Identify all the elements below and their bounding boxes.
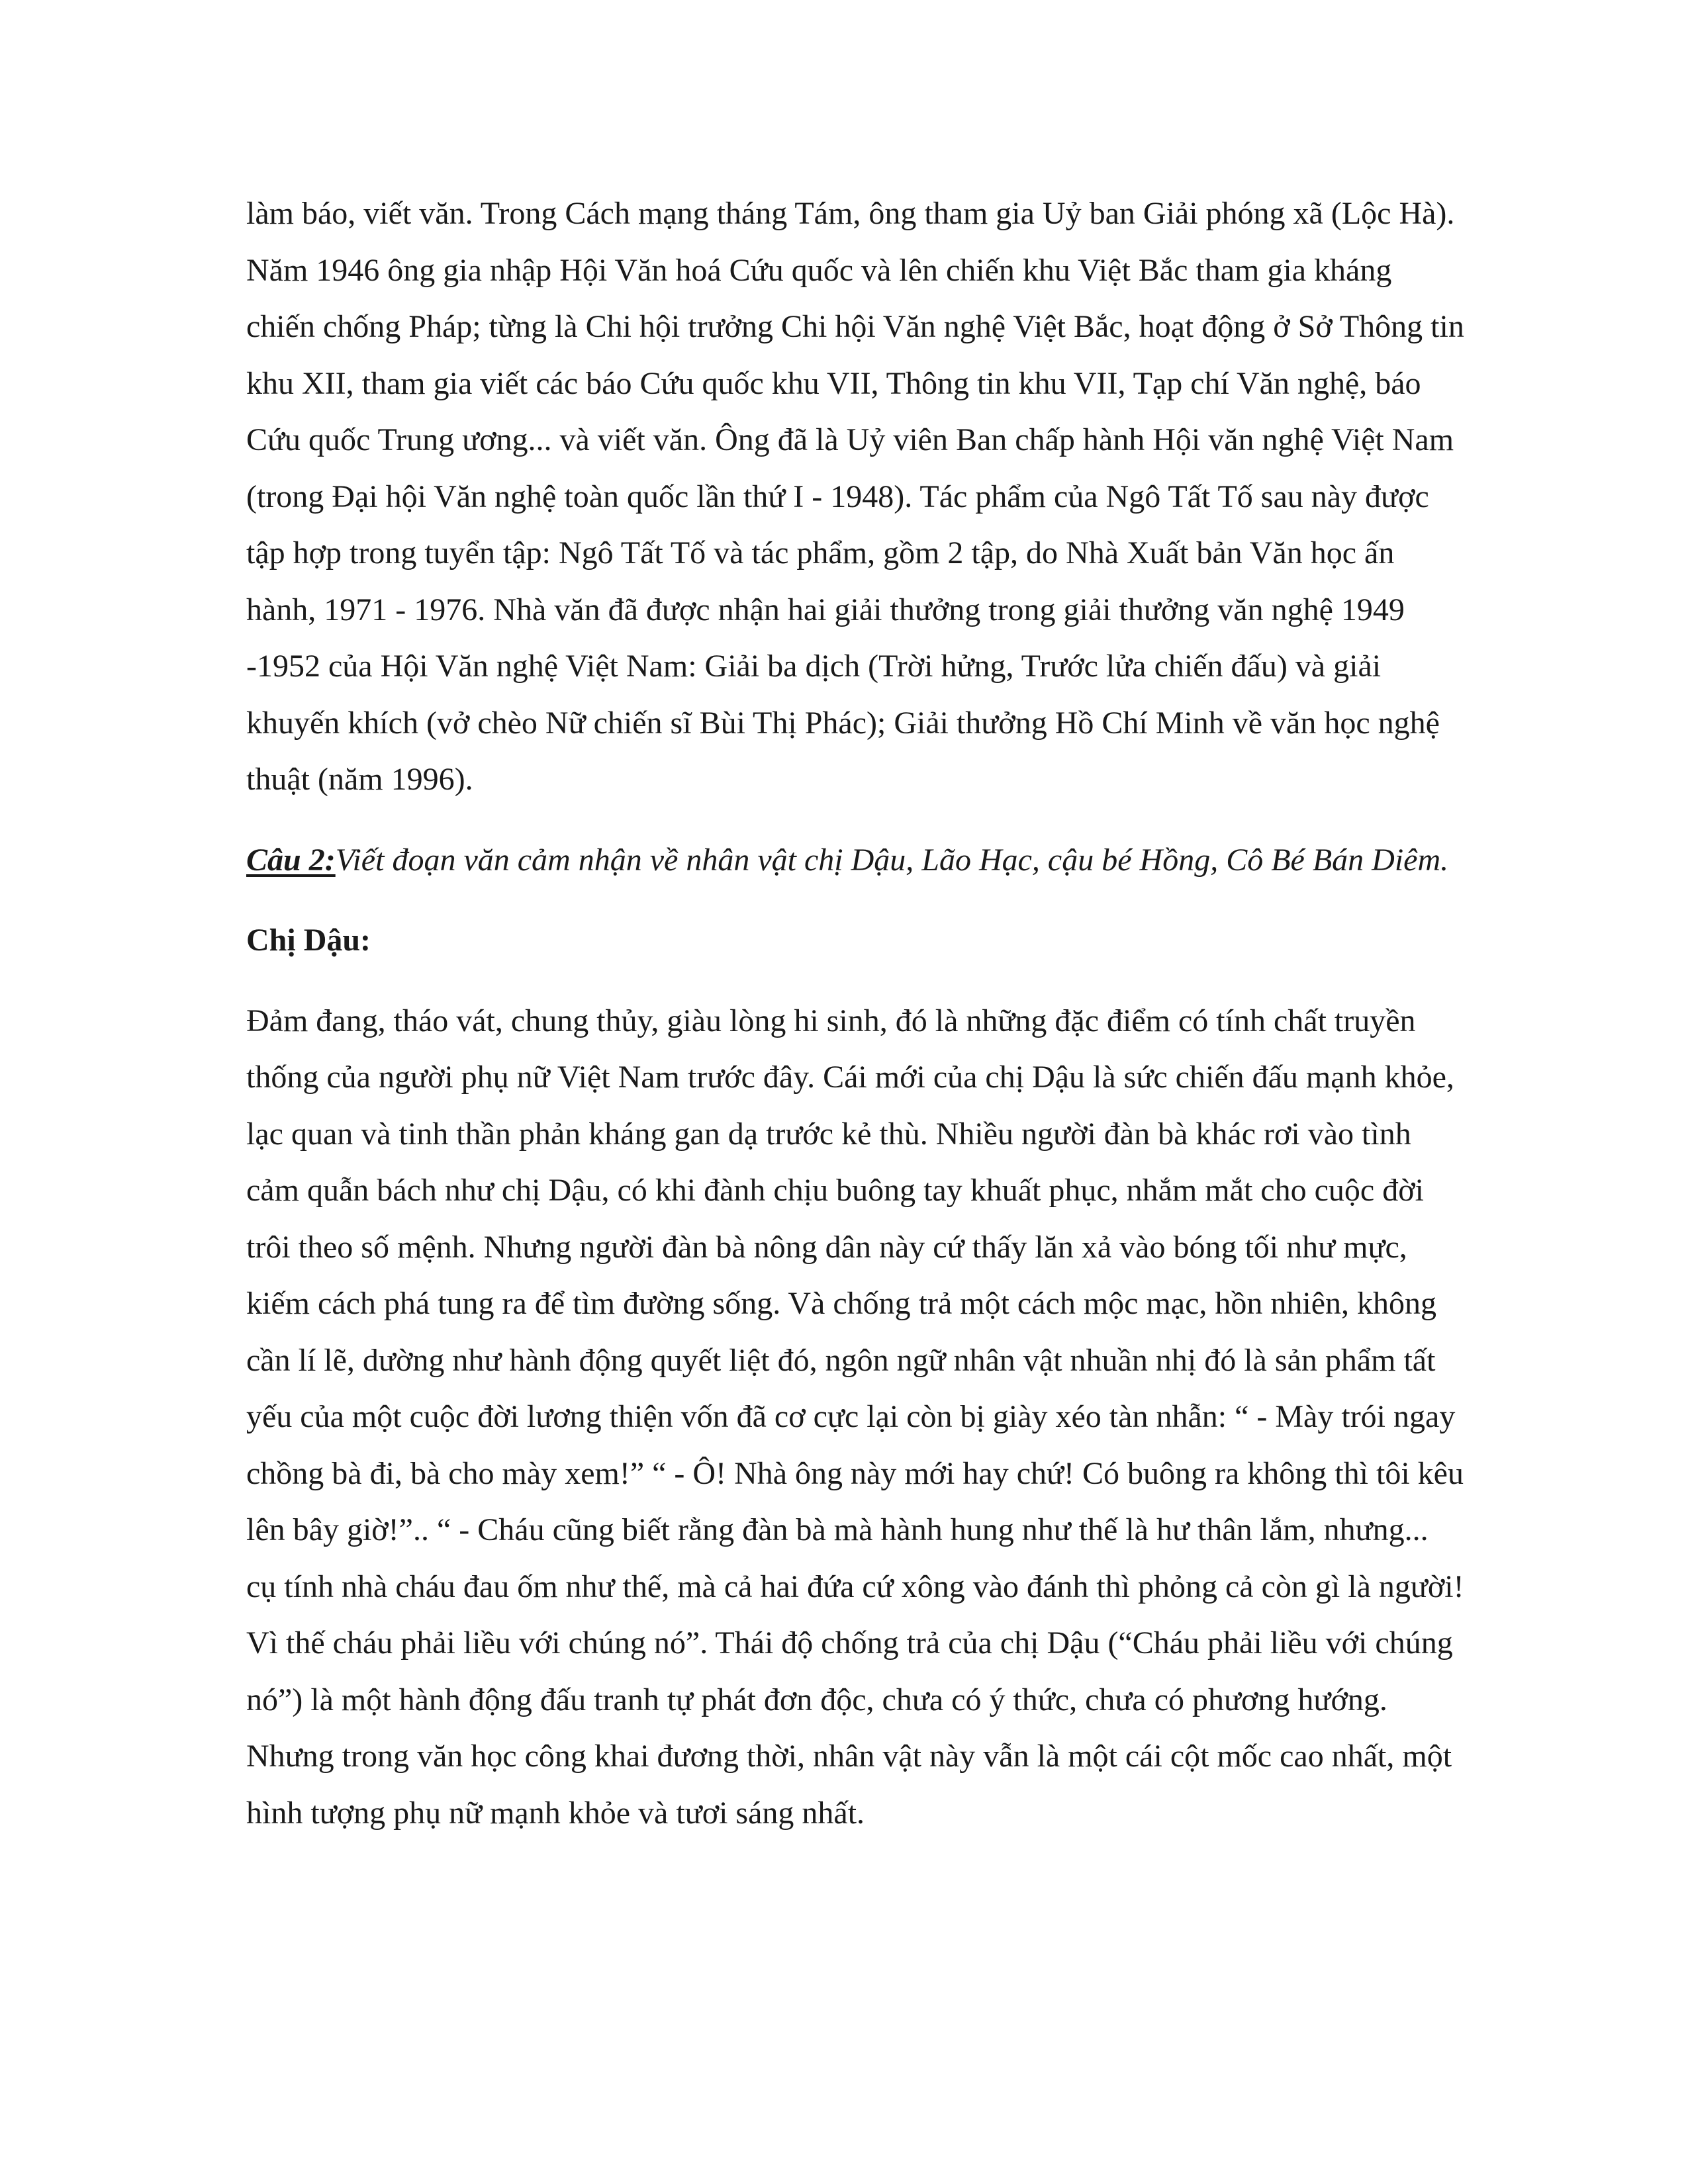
- body-paragraph: Đảm đang, tháo vát, chung thủy, giàu lòng hi sinh, đó là những đặc điểm có tính chất truyền thống của người phụ nữ Việt Nam trước đây. Cái mới của chị Dậu là sức chiến đấu mạnh khỏe, lạc quan và tinh thần phản kháng gan dạ trước kẻ thù. Nhiều người đàn bà khác rơi vào tình cảm quẫn bách như chị Dậu, có khi đành chịu buông tay khuất phục, nhắm mắt cho cuộc đời trôi theo số mệnh. Nhưng người đàn bà nông dân này cứ thấy lăn xả vào bóng tối như mực, kiếm cách phá tung ra để tìm đường sống. Và chống trả một cách mộc mạc, hồn nhiên, không cần lí lẽ, dường như hành động quyết liệt đó, ngôn ngữ nhân vật nhuần nhị đó là sản phẩm tất yếu của một cuộc đời lương thiện vốn đã cơ cực lại còn bị giày xéo tàn nhẫn: “ - Mày trói ngay chồng bà đi, bà cho mày xem!” “ - Ô! Nhà ông này mới hay chứ! Có buông ra không thì tôi kêu lên bây giờ!”.. “ - Cháu cũng biết rằng đàn bà mà hành hung như thế là hư thân lắm, nhưng... cụ tính nhà cháu đau ốm như thế, mà cả hai đứa cứ xông vào đánh thì phỏng cả còn gì là người! Vì thế cháu phải liều với chúng nó”. Thái độ chống trả của chị Dậu (“Cháu phải liều với chúng nó”) là một hành động đấu tranh tự phát đơn độc, chưa có ý thức, chưa có phương hướng. Nhưng trong văn học công khai đương thời, nhân vật này vẫn là một cái cột mốc cao nhất, một hình tượng phụ nữ mạnh khỏe và tươi sáng nhất.: [246, 1003, 1464, 1831]
- question-label: Câu 2:: [246, 842, 336, 878]
- section-heading: Chị Dậu:: [246, 923, 371, 958]
- question-2: [246, 832, 1464, 889]
- intro-paragraph: làm báo, viết văn. Trong Cách mạng tháng Tám, ông tham gia Uỷ ban Giải phóng xã (Lộc Hà). Năm 1946 ông gia nhập Hội Văn hoá Cứu quốc và lên chiến khu Việt Bắc tham gia kháng chiến chống Pháp; từng là Chi hội trưởng Chi hội Văn nghệ Việt Bắc, hoạt động ở Sở Thông tin khu XII, tham gia viết các báo Cứu quốc khu VII, Thông tin khu VII, Tạp chí Văn nghệ, báo Cứu quốc Trung ương... và viết văn. Ông đã là Uỷ viên Ban chấp hành Hội văn nghệ Việt Nam (trong Đại hội Văn nghệ toàn quốc lần thứ I - 1948). Tác phẩm của Ngô Tất Tố sau này được tập hợp trong tuyển tập: Ngô Tất Tố và tác phẩm, gồm 2 tập, do Nhà Xuất bản Văn học ấn hành, 1971 - 1976. Nhà văn đã được nhận hai giải thưởng trong giải thưởng văn nghệ 1949 -1952 của Hội Văn nghệ Việt Nam: Giải ba dịch (Trời hửng, Trước lửa chiến đấu) và giải khuyến khích (vở chèo Nữ chiến sĩ Bùi Thị Phác); Giải thưởng Hồ Chí Minh về văn học nghệ thuật (năm 1996).: [246, 196, 1464, 797]
- question-text: Viết đoạn văn cảm nhận về nhân vật chị Dậu, Lão Hạc, cậu bé Hồng, Cô Bé Bán Diêm.: [335, 842, 1449, 878]
- document-body: [246, 185, 1464, 1841]
